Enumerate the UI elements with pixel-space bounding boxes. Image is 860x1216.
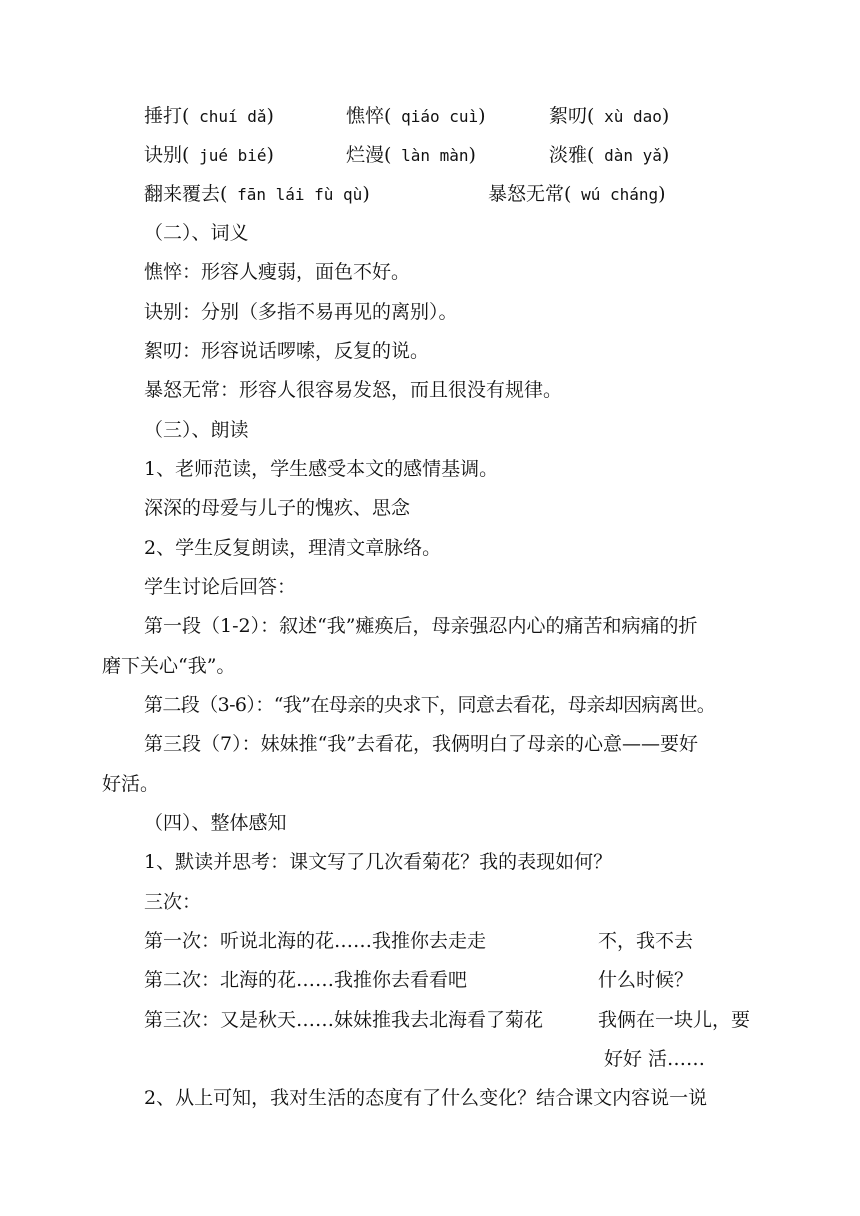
paragraph-summary: 好活。 xyxy=(102,773,160,795)
pinyin-item: 诀别( jué bié) xyxy=(144,144,274,166)
pinyin-item: 暴怒无常( wú cháng) xyxy=(488,183,666,205)
time-right: 我俩在一块儿，要 xyxy=(598,1009,751,1031)
question-line: 2、从上可知，我对生活的态度有了什么变化？结合课文内容说一说 xyxy=(144,1087,708,1109)
section-heading: （二）、词义 xyxy=(144,222,249,244)
time-left: 第三次：又是秋天……妹妹推我去北海看了菊花 xyxy=(144,1009,544,1031)
reading-line: 学生讨论后回答： xyxy=(144,576,297,598)
section-heading: （三）、朗读 xyxy=(144,419,249,441)
pinyin-item: 烂漫( làn màn) xyxy=(346,144,476,166)
reading-line: 2、学生反复朗读，理清文章脉络。 xyxy=(144,537,442,559)
definition-line: 诀别：分别（多指不易再见的离别）。 xyxy=(144,301,458,323)
pinyin-item: 翻来覆去( fān lái fù qù) xyxy=(144,183,370,205)
time-right-continuation: 好好 活…… xyxy=(604,1048,706,1070)
paragraph-summary: 第二段（3-6）：“我”在母亲的央求下，同意去看花，母亲却因病离世。 xyxy=(144,694,716,716)
time-left: 第二次：北海的花……我推你去看看吧 xyxy=(144,969,468,991)
pinyin-item: 淡雅( dàn yǎ) xyxy=(549,144,670,166)
pinyin-item: 絮叨( xù dao) xyxy=(549,105,670,127)
time-right: 什么时候？ xyxy=(598,969,694,991)
reading-line: 1、老师范读，学生感受本文的感情基调。 xyxy=(144,458,499,480)
pinyin-item: 憔悴( qiáo cuì) xyxy=(346,105,486,127)
paragraph-summary: 第一段（1-2）：叙述“我”瘫痪后，母亲强忍内心的痛苦和病痛的折 xyxy=(144,615,698,637)
reading-line: 深深的母爱与儿子的愧疚、思念 xyxy=(144,497,411,519)
question-line: 1、默读并思考：课文写了几次看菊花？我的表现如何？ xyxy=(144,851,613,873)
paragraph-summary: 第三段（7）：妹妹推“我”去看花，我俩明白了母亲的心意——要好 xyxy=(144,733,699,755)
time-left: 第一次：听说北海的花……我推你去走走 xyxy=(144,930,487,952)
section-heading: （四）、整体感知 xyxy=(144,812,287,834)
answer-line: 三次： xyxy=(144,891,202,913)
definition-line: 暴怒无常：形容人很容易发怒，而且很没有规律。 xyxy=(144,379,563,401)
pinyin-item: 捶打( chuí dǎ) xyxy=(144,105,274,127)
definition-line: 絮叨：形容说话啰嗦，反复的说。 xyxy=(144,340,430,362)
paragraph-summary: 磨下关心“我”。 xyxy=(102,655,236,677)
time-right: 不，我不去 xyxy=(598,930,694,952)
definition-line: 憔悴：形容人瘦弱，面色不好。 xyxy=(144,261,411,283)
